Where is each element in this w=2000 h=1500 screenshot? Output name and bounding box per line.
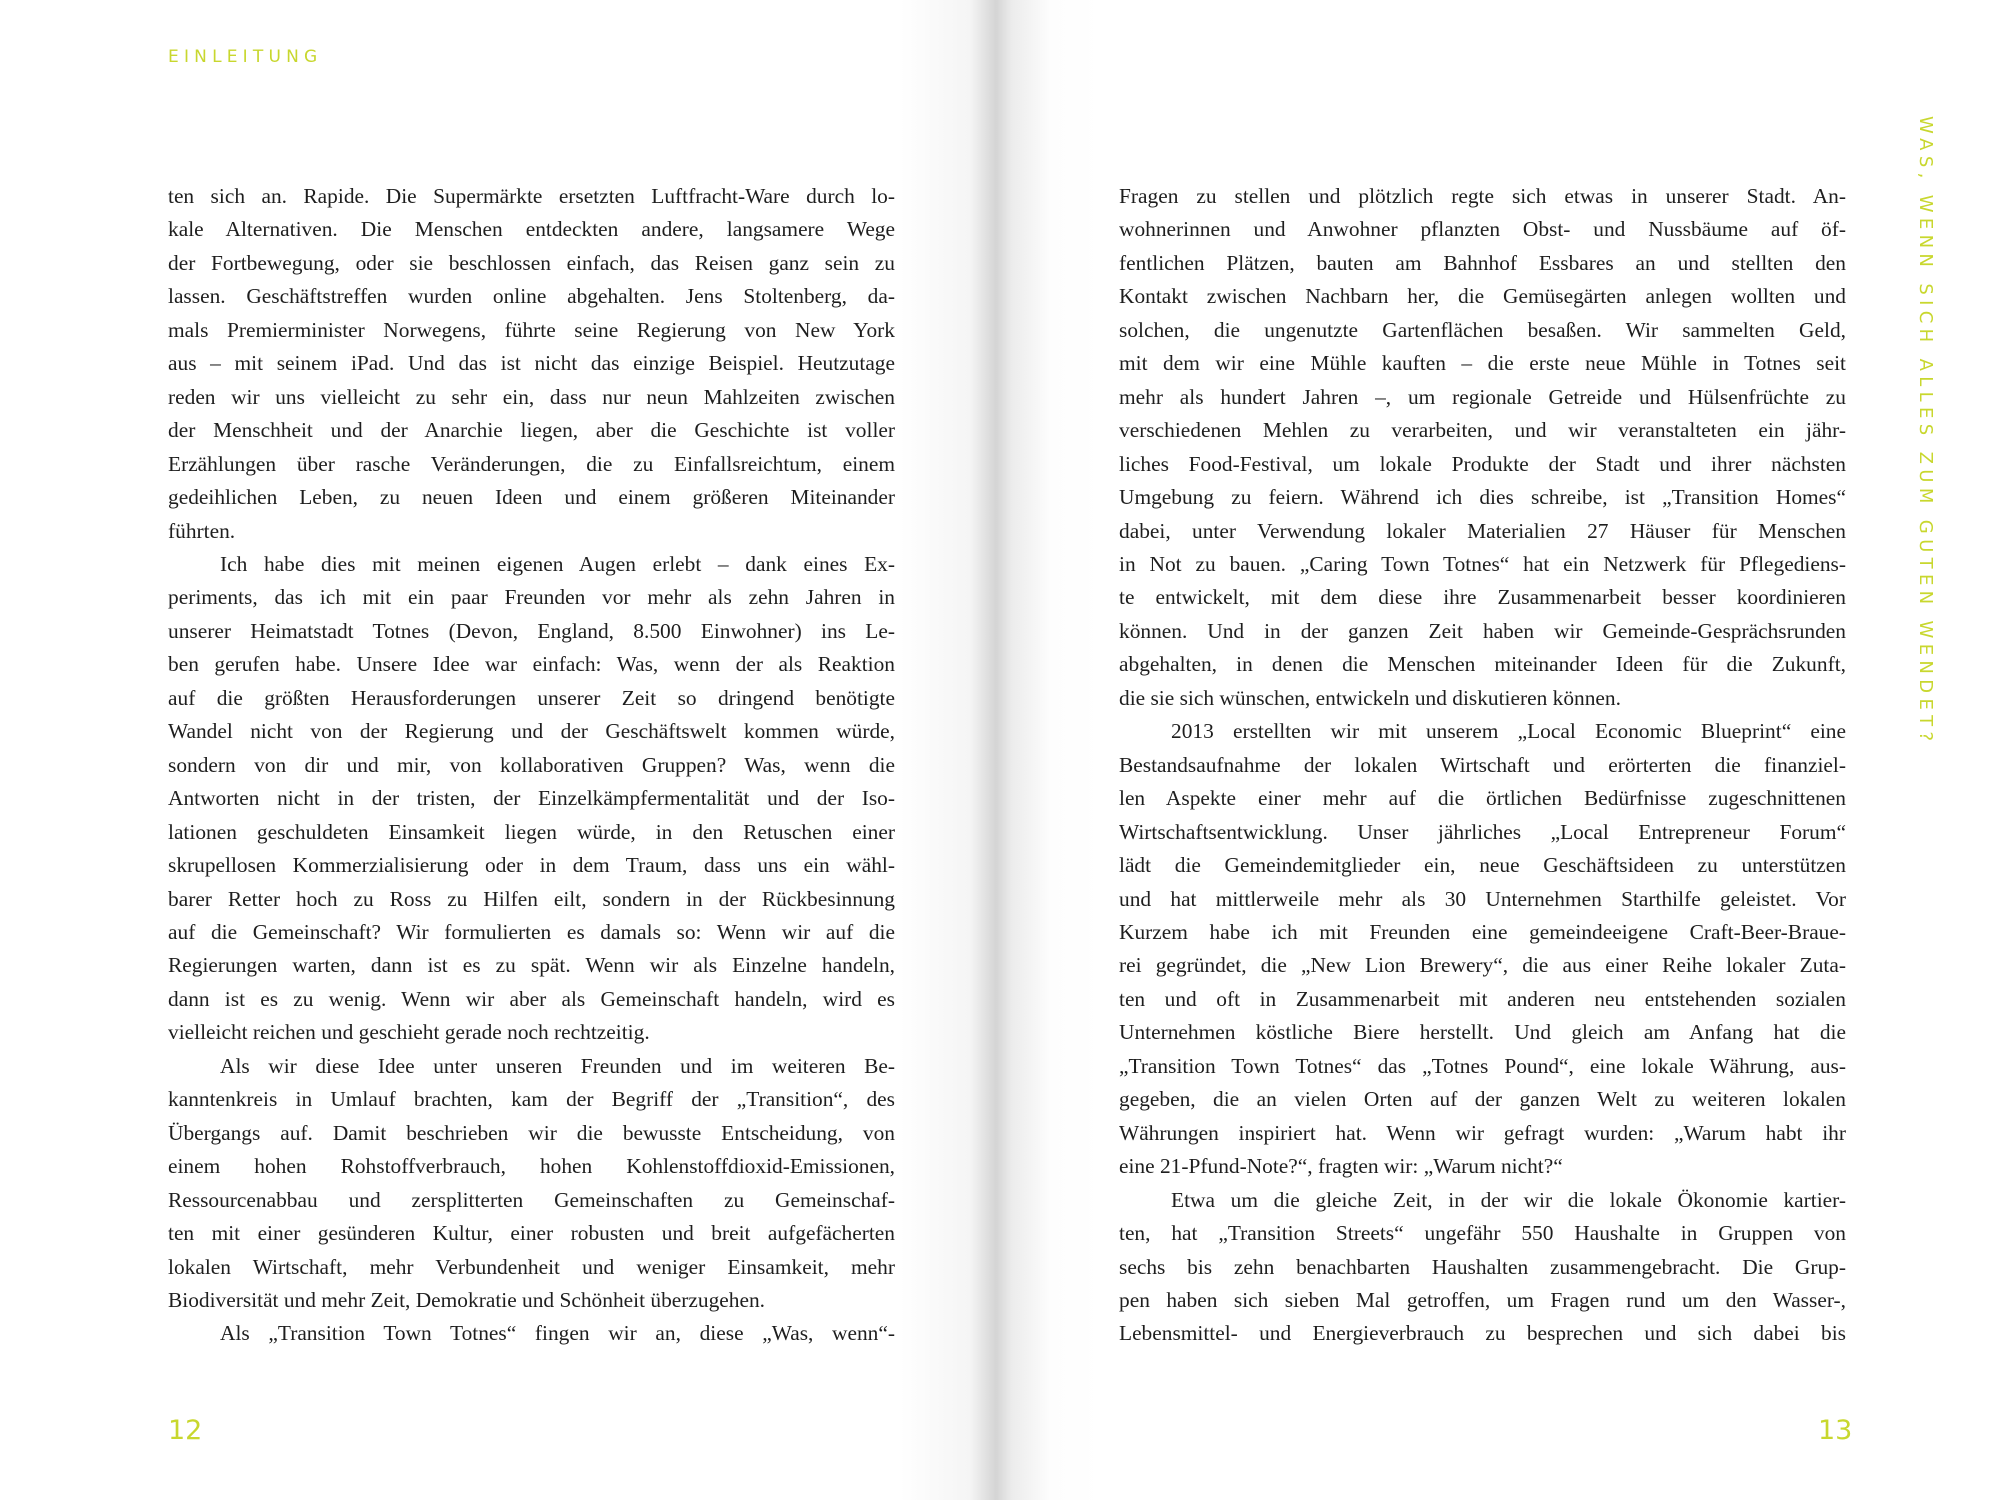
text-line: Wirtschaftsentwicklung. Unser jährliches „Local Entrepreneur Forum“ [1119, 819, 1846, 844]
side-title-text: WAS, WENN SICH ALLES ZUM GUTEN WENDET? [1915, 116, 1936, 747]
text-line: Erzählungen über rasche Veränderungen, die zu Einfallsreichtum, einem [168, 451, 895, 476]
text-line: führten. [168, 518, 236, 543]
text-line: Als wir diese Idee unter unseren Freunden und im weiteren Be- [220, 1053, 895, 1078]
text-line: periments, das ich mit ein paar Freunden vor mehr als zehn Jahren in [168, 585, 895, 610]
text-line: mehr als hundert Jahren –, um regionale Getreide und Hülsenfrüchte zu [1119, 384, 1846, 409]
text-line: kanntenkreis in Umlauf brachten, kam der Begriff der „Transition“, des [168, 1087, 895, 1112]
text-line: ten, hat „Transition Streets“ ungefähr 550 Haushalte in Gruppen von [1119, 1221, 1846, 1246]
text-line: auf die größten Herausforderungen unserer Zeit so dringend benötigte [168, 685, 895, 710]
text-line: Ich habe dies mit meinen eigenen Augen erlebt – dank eines Ex- [220, 551, 895, 576]
text-line: Umgebung zu feiern. Während ich dies schreibe, ist „Transition Homes“ [1119, 485, 1846, 510]
text-line: aus – mit seinem iPad. Und das ist nicht das einzige Beispiel. Heutzutage [168, 351, 895, 376]
text-line: ten mit einer gesünderen Kultur, einer robusten und breit aufgefächerten [168, 1221, 895, 1246]
text-line: Übergangs auf. Damit beschrieben wir die bewusste Entscheidung, von [168, 1120, 895, 1145]
right-page-body [1119, 180, 1846, 1351]
text-line: skrupellosen Kommerzialisierung oder in dem Traum, dass uns ein wähl- [168, 853, 895, 878]
text-line: sondern von dir und mir, von kollaborativen Gruppen? Was, wenn die [168, 752, 895, 777]
text-line: 2013 erstellten wir mit unserem „Local Economic Blueprint“ eine [1171, 719, 1846, 744]
text-line: fentlichen Plätzen, bauten am Bahnhof Essbares an und stellten den [1119, 250, 1846, 275]
text-line: Antworten nicht in der tristen, der Einzelkämpfermentalität und der Iso- [168, 786, 895, 811]
text-line: kale Alternativen. Die Menschen entdeckten andere, langsamere Wege [168, 217, 895, 242]
text-line: dabei, unter Verwendung lokaler Materialien 27 Häuser für Menschen [1119, 518, 1846, 543]
text-line: Etwa um die gleiche Zeit, in der wir die lokale Ökonomie kartier- [1171, 1187, 1846, 1212]
text-line: Regierungen warten, dann ist es zu spät. Wenn wir als Einzelne handeln, [168, 953, 895, 978]
text-line: Kontakt zwischen Nachbarn her, die Gemüsegärten anlegen wollten und [1119, 284, 1846, 309]
text-line: der Menschheit und der Anarchie liegen, aber die Geschichte ist voller [168, 418, 895, 443]
page-number-left: 12 [168, 1415, 203, 1446]
text-line: pen haben sich sieben Mal getroffen, um Fragen rund um den Wasser-, [1119, 1287, 1846, 1312]
text-line: können. Und in der ganzen Zeit haben wir Gemeinde-Gesprächsrunden [1119, 618, 1846, 643]
text-line: Unternehmen köstliche Biere herstellt. Und gleich am Anfang hat die [1119, 1020, 1846, 1045]
text-line: mals Premierminister Norwegens, führte seine Regierung von New York [168, 317, 895, 342]
text-line: rei gegründet, die „New Lion Brewery“, die aus einer Reihe lokaler Zuta- [1119, 953, 1846, 978]
text-line: Als „Transition Town Totnes“ fingen wir an, diese „Was, wenn“- [220, 1321, 895, 1346]
text-line: Bestandsaufnahme der lokalen Wirtschaft und erörterten die finanziel- [1119, 752, 1846, 777]
text-line: Kurzem habe ich mit Freunden eine gemeindeeigene Craft-Beer-Braue- [1119, 919, 1846, 944]
text-line: lädt die Gemeindemitglieder ein, neue Geschäftsideen zu unterstützen [1119, 853, 1846, 878]
text-line: Ressourcenabbau und zersplitterten Gemeinschaften zu Gemeinschaf- [168, 1187, 895, 1212]
text-line: ben gerufen habe. Unsere Idee war einfach: Was, wenn der als Reaktion [168, 652, 895, 677]
text-line: einem hohen Rohstoffverbrauch, hohen Kohlenstoffdioxid-Emissionen, [168, 1154, 895, 1179]
text-line: in Not zu bauen. „Caring Town Totnes“ hat ein Netzwerk für Pflegediens- [1119, 551, 1846, 576]
text-line: und hat mittlerweile mehr als 30 Unternehmen Starthilfe geleistet. Vor [1119, 886, 1846, 911]
text-line: ten und oft in Zusammenarbeit mit anderen neu entstehenden sozialen [1119, 986, 1846, 1011]
text-line: Lebensmittel- und Energieverbrauch zu besprechen und sich dabei bis [1119, 1321, 1846, 1346]
text-line: „Transition Town Totnes“ das „Totnes Pound“, eine lokale Währung, aus- [1119, 1053, 1846, 1078]
text-line: Fragen zu stellen und plötzlich regte sich etwas in unserer Stadt. An- [1119, 184, 1846, 208]
text-line: Biodiversität und mehr Zeit, Demokratie und Schönheit überzugehen. [168, 1287, 765, 1312]
text-line: dann ist es zu wenig. Wenn wir aber als Gemeinschaft handeln, wird es [168, 986, 895, 1011]
side-title [1906, 116, 1936, 747]
text-line: unserer Heimatstadt Totnes (Devon, England, 8.500 Einwohner) ins Le- [168, 618, 895, 643]
text-line: der Fortbewegung, oder sie beschlossen einfach, das Reisen ganz sein zu [168, 250, 895, 275]
text-line: die sie sich wünschen, entwickeln und diskutieren können. [1119, 685, 1621, 710]
text-line: liches Food-Festival, um lokale Produkte der Stadt und ihrer nächsten [1119, 451, 1846, 476]
text-line: abgehalten, in denen die Menschen miteinander Ideen für die Zukunft, [1119, 652, 1846, 677]
text-line: lokalen Wirtschaft, mehr Verbundenheit und weniger Einsamkeit, mehr [168, 1254, 895, 1279]
text-line: vielleicht reichen und geschieht gerade noch rechtzeitig. [168, 1020, 650, 1045]
left-page-body [168, 180, 895, 1351]
text-line: te entwickelt, mit dem diese ihre Zusammenarbeit besser koordinieren [1119, 585, 1846, 610]
page-number-right: 13 [1818, 1415, 1853, 1446]
text-line: mit dem wir eine Mühle kauften – die erste neue Mühle in Totnes seit [1119, 351, 1846, 376]
text-line: auf die Gemeinschaft? Wir formulierten es damals so: Wenn wir auf die [168, 919, 895, 944]
text-line: wohnerinnen und Anwohner pflanzten Obst- und Nussbäume auf öf- [1119, 217, 1846, 242]
text-line: gegeben, die an vielen Orten auf der ganzen Welt zu weiteren lokalen [1119, 1087, 1846, 1112]
text-line: verschiedenen Mehlen zu verarbeiten, und wir veranstalteten ein jähr- [1119, 418, 1846, 443]
text-line: Wandel nicht von der Regierung und der Geschäftswelt kommen würde, [168, 719, 895, 744]
text-line: reden wir uns vielleicht zu sehr ein, dass nur neun Mahlzeiten zwischen [168, 384, 895, 409]
text-line: len Aspekte einer mehr auf die örtlichen Bedürfnisse zugeschnittenen [1119, 786, 1846, 811]
text-line: lationen geschuldeten Einsamkeit liegen würde, in den Retuschen einer [168, 819, 895, 844]
text-line: solchen, die ungenutzte Gartenflächen besaßen. Wir sammelten Geld, [1119, 317, 1846, 342]
book-gutter-shadow [900, 0, 1100, 1500]
text-line: Währungen inspiriert hat. Wenn wir gefragt wurden: „Warum habt ihr [1119, 1120, 1846, 1145]
text-line: barer Retter hoch zu Ross zu Hilfen eilt, sondern in der Rückbesinnung [168, 886, 895, 911]
text-line: sechs bis zehn benachbarten Haushalten zusammengebracht. Die Grup- [1119, 1254, 1846, 1279]
text-line: ten sich an. Rapide. Die Supermärkte ersetzten Luftfracht-Ware durch lo- [168, 184, 895, 208]
text-line: gedeihlichen Leben, zu neuen Ideen und einem größeren Miteinander [168, 485, 895, 510]
text-line: lassen. Geschäftstreffen wurden online abgehalten. Jens Stoltenberg, da- [168, 284, 895, 309]
text-line: eine 21-Pfund-Note?“, fragten wir: „Warum nicht?“ [1119, 1154, 1563, 1179]
running-head: EINLEITUNG [168, 47, 323, 67]
